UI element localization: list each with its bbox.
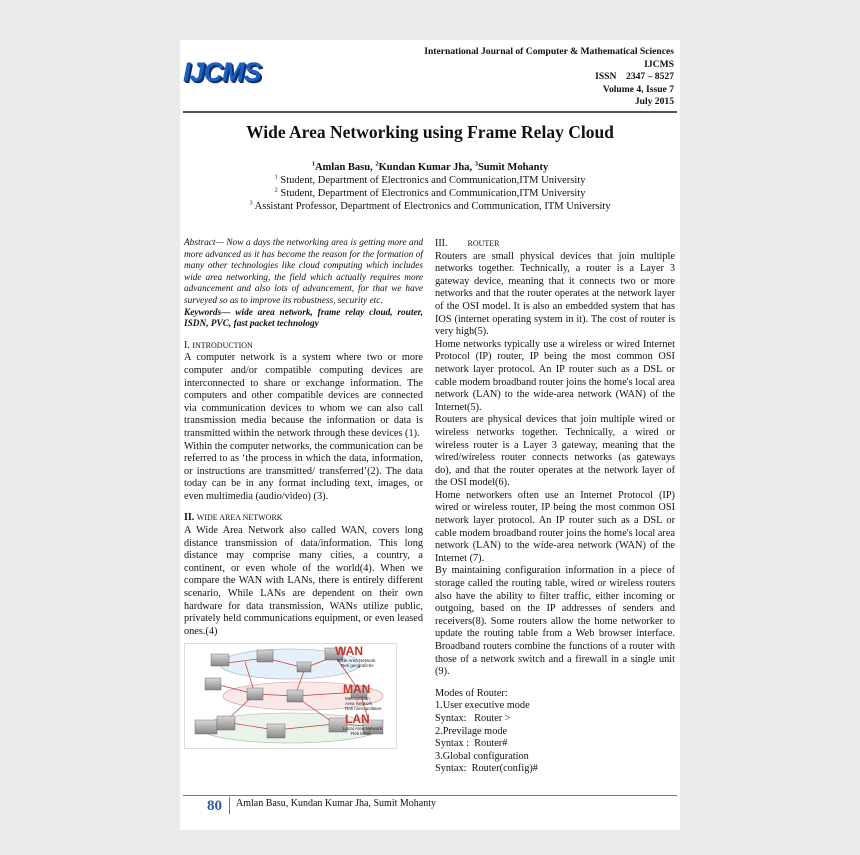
modes-heading: Modes of Router:: [435, 687, 508, 699]
affiliation-text: Student, Department of Electronics and Communication,ITM University: [277, 188, 586, 199]
header-rule: [183, 111, 677, 113]
man-sublabel-it: Reti metropolitane: [345, 706, 382, 712]
section-number: II.: [184, 512, 195, 524]
paper-title: Wide Area Networking using Frame Relay Cloud: [246, 122, 614, 142]
paragraph: Routers are physical devices that join multiple wired or wireless networks together. Technically, a wired or wireless router is a Layer 3 gateway, meaning that the wired/wireless router connects networks (as gateways do), and that the router operates at the network layer of the OSI model(6).: [435, 414, 675, 489]
network-figure: [184, 643, 397, 749]
left-column: [184, 238, 423, 749]
section-title: INTRODUCTION: [192, 340, 253, 350]
mode-syntax: Syntax: Router >: [435, 712, 511, 724]
section-heading-wan: [184, 512, 423, 525]
network-diagram: [185, 644, 396, 748]
section-number: I.: [184, 339, 190, 351]
affiliation-text: Assistant Professor, Department of Electronics and Communication, ITM University: [252, 201, 611, 212]
affiliation: [180, 174, 680, 187]
author-sup: 3: [474, 160, 478, 168]
mode-item: 1.User executive mode: [435, 700, 530, 712]
section-title: ROUTER: [467, 239, 500, 248]
right-column: [435, 238, 675, 776]
man-label: MAN: [343, 682, 371, 697]
affiliation: [180, 187, 680, 200]
lan-sublabel: Local Area Network: [343, 726, 383, 732]
footer-rule: [183, 795, 677, 796]
paragraph: Within the computer networks, the communication can be referred to as ‘the process in which the data, information, or instructions are transmitted/ transferred’(2). The data today can be in any format including text, images, or even multimedia (audio/video) (3).: [184, 440, 423, 502]
author-name: Amlan Basu,: [314, 162, 376, 173]
author-name: Sumit Mohanty: [477, 162, 549, 173]
affiliation-text: Student, Department of Electronics and Communication,ITM University: [277, 175, 586, 186]
abstract: Abstract— Now a days the networking area is getting more and more advanced as it has become the reason for the formation of many other technologies like cloud computing which includes wide area networking, the field which actually requires more advancement and also lots of advancement, for that we have surveyed so as to improve its robustness, security etc.: [184, 238, 423, 306]
man-sublabel2: Area Network: [345, 701, 373, 707]
lan-label: LAN: [345, 712, 370, 727]
paragraph: Routers are small physical devices that join multiple networks together. Technically, a router is a Layer 3 gateway device, meaning that it connects two or more networks and that the router operates at the network layer of the OSI model. It is also an embedded system that has IOS (internet operating system in it). The cost of router is very high(5).: [435, 250, 675, 338]
mode-syntax: Syntax: Router(config)#: [435, 763, 538, 775]
journal-abbrev: IJCMS: [644, 58, 674, 70]
affiliation-sup: 3: [249, 199, 253, 207]
wan-label: WAN: [335, 644, 363, 659]
author-block: [180, 161, 680, 213]
journal-name: International Journal of Computer & Mathematical Sciences: [424, 46, 674, 57]
wan-sublabel-it: Reti geografiche: [341, 663, 374, 669]
paragraph: A Wide Area Network also called WAN, covers long distance transmission of data/information. This long distance may comprise many cities, a country, a continent, or even whole of the world(4). When we compare the WAN with LANs, there is entirely different scenario, While LANs are dependent on their own hardware for data transmission, WANs utilize public, privately held communications equipment, or even leased ones.(4): [184, 525, 423, 637]
journal-logo: IJCMS: [183, 57, 261, 87]
author-sup: 2: [375, 160, 379, 168]
journal-issn: ISSN 2347 – 8527: [595, 71, 674, 82]
footer-authors: Amlan Basu, Kundan Kumar Jha, Sumit Mohanty: [236, 798, 436, 809]
affiliation-sup: 1: [274, 173, 278, 181]
keywords: Keywords— wide area network, frame relay cloud, router, ISDN, PVC, fast packet technology: [184, 307, 423, 330]
section-number: III.: [435, 238, 448, 249]
mode-item: 2.Previlage mode: [435, 725, 508, 737]
page-number: 80: [207, 798, 222, 814]
section-heading-introduction: [184, 340, 423, 353]
author-name: Kundan Kumar Jha,: [378, 162, 475, 173]
router-modes: [435, 688, 675, 776]
lan-sublabel-it: Reti locali: [351, 731, 371, 737]
journal-date: July 2015: [634, 96, 674, 107]
mode-syntax: Syntax : Router#: [435, 738, 508, 750]
journal-volume: Volume 4, Issue 7: [602, 83, 674, 95]
section-title: WIDE AREA NETWORK: [196, 513, 283, 523]
section-heading-router: [435, 238, 675, 251]
paragraph: Home networkers often use an Internet Protocol (IP) wired or wireless router, IP being the most common OSI network layer protocol. An IP router such as a DSL or cable modem broadband router joins the home's local area network (LAN) to the wide-area network (WAN) of the Internet (7).: [435, 489, 675, 564]
affiliation: [180, 200, 680, 213]
paragraph: A computer network is a system where two or more computer and/or compatible computing devices are interconnected to share or exchange information. The computers and other compatible devices are connected via communication devices to whom we can also call transmission media because the information or data is transmitted within the network through these devices (1).: [184, 352, 423, 439]
affiliation-sup: 2: [274, 186, 278, 194]
wan-sublabel: Wide Area Network: [337, 658, 376, 664]
author-names: [180, 161, 680, 174]
journal-info: [424, 46, 674, 109]
man-sublabel: Metropolitan: [345, 696, 370, 702]
paragraph: By maintaining configuration information in a piece of storage called the routing table, wired or wireless routers also have the ability to filter traffic, either incoming or outgoing, based on the IP addresses of senders and receivers(8). Some routers allow the home networker to update the routing table from a Web browser interface. Broadband routers combine the functions of a router with those of a network switch and a firewall in a single unit (9).: [435, 565, 675, 678]
mode-item: 3.Global configuration: [435, 750, 529, 762]
paragraph: Home networks typically use a wireless or wired Internet Protocol (IP) router, IP being the most common OSI network layer protocol. An IP router such as a DSL or cable modem broadband router joins the home's local area network (LAN) to the wide-area network (WAN) of the Internet(5).: [435, 338, 675, 413]
footer-separator: [229, 797, 230, 814]
author-sup: 1: [311, 160, 315, 168]
